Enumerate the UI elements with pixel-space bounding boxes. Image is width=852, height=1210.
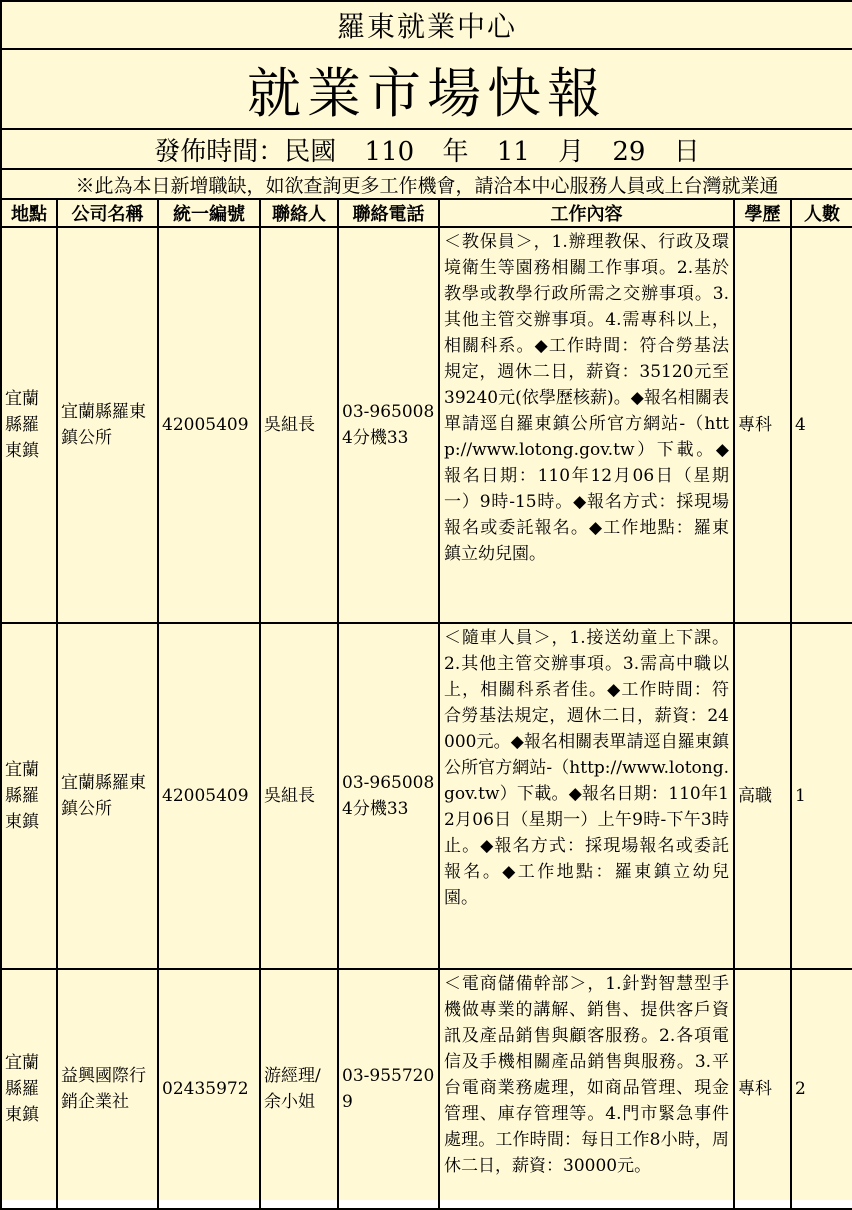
table-row [1, 227, 852, 623]
job-education: 高職 [734, 623, 791, 969]
job-company: 益興國際行銷企業社 [57, 969, 158, 1209]
header-location: 地點 [1, 199, 57, 227]
job-description: ＜教保員＞，1.辦理教保、行政及環境衛生等園務相關工作事項。2.基於教學或教學行政所需之交辦事項。3.其他主管交辦事項。4.需專科以上，相關科系。◆工作時間：符合勞基法規定，週休二日，薪資：35120元至39240元(依學歷核薪)。◆報名相關表單請逕自羅東鎮公所官方網站-（http://www.lotong.gov.tw）下載。◆報名日期：110年12月06日（星期一）9時-15時。◆報名方式：採現場報名或委託報名。◆工作地點：羅東鎮立幼兒園。 [439, 227, 734, 623]
publish-date [1, 129, 852, 169]
job-tax-id: 42005409 [158, 227, 260, 623]
header-description: 工作內容 [439, 199, 734, 227]
publish-month-unit: 月 [558, 136, 585, 167]
publish-label: 發佈時間：民國 [154, 136, 337, 167]
publish-day: 29 [612, 136, 646, 167]
notice-text: ※此為本日新增職缺，如欲查詢更多工作機會，請洽本中心服務人員或上台灣就業通 [1, 169, 852, 199]
job-contact: 游經理/余小姐 [260, 969, 338, 1209]
center-name: 羅東就業中心 [1, 1, 852, 49]
job-contact: 吳組長 [260, 227, 338, 623]
publish-year: 110 [364, 136, 415, 167]
header-tax-id: 統一編號 [158, 199, 260, 227]
publish-day-unit: 日 [673, 136, 700, 167]
job-company: 宜蘭縣羅東鎮公所 [57, 227, 158, 623]
job-phone: 03-9557209 [338, 969, 439, 1209]
job-count: 2 [791, 969, 852, 1209]
job-tax-id: 42005409 [158, 623, 260, 969]
header-count: 人數 [791, 199, 852, 227]
table-row [1, 623, 852, 969]
job-location: 宜蘭縣羅東鎮 [1, 623, 57, 969]
header-education: 學歷 [734, 199, 791, 227]
job-description: ＜隨車人員＞，1.接送幼童上下課。2.其他主管交辦事項。3.需高中職以上，相關科系者佳。◆工作時間：符合勞基法規定，週休二日，薪資：24000元。◆報名相關表單請逕自羅東鎮公所官方網站-（http://www.lotong.gov.tw）下載。◆報名日期：110年12月06日（星期一）上午9時-下午3時止。◆報名方式：採現場報名或委託報名。◆工作地點：羅東鎮立幼兒園。 [439, 623, 734, 969]
job-tax-id: 02435972 [158, 969, 260, 1209]
job-location: 宜蘭縣羅東鎮 [1, 969, 57, 1209]
table-row [1, 969, 852, 1209]
job-phone: 03-9650084分機33 [338, 623, 439, 969]
job-education: 專科 [734, 227, 791, 623]
job-count: 4 [791, 227, 852, 623]
header-phone: 聯絡電話 [338, 199, 439, 227]
header-company: 公司名稱 [57, 199, 158, 227]
publish-year-unit: 年 [442, 136, 469, 167]
job-location: 宜蘭縣羅東鎮 [1, 227, 57, 623]
publish-month: 11 [496, 136, 530, 167]
job-count: 1 [791, 623, 852, 969]
job-education: 專科 [734, 969, 791, 1209]
header-contact: 聯絡人 [260, 199, 338, 227]
report-title: 就業市場快報 [1, 49, 852, 129]
job-phone: 03-9650084分機33 [338, 227, 439, 623]
header-row [1, 199, 852, 227]
job-company: 宜蘭縣羅東鎮公所 [57, 623, 158, 969]
job-description: ＜電商儲備幹部＞，1.針對智慧型手機做專業的講解、銷售、提供客戶資訊及產品銷售與顧客服務。2.各項電信及手機相關產品銷售與服務。3.平台電商業務處理，如商品管理、現金管理、庫存管理等。4.門市緊急事件處理。工作時間：每日工作8小時，周休二日，薪資：30000元。 [439, 969, 734, 1209]
job-contact: 吳組長 [260, 623, 338, 969]
